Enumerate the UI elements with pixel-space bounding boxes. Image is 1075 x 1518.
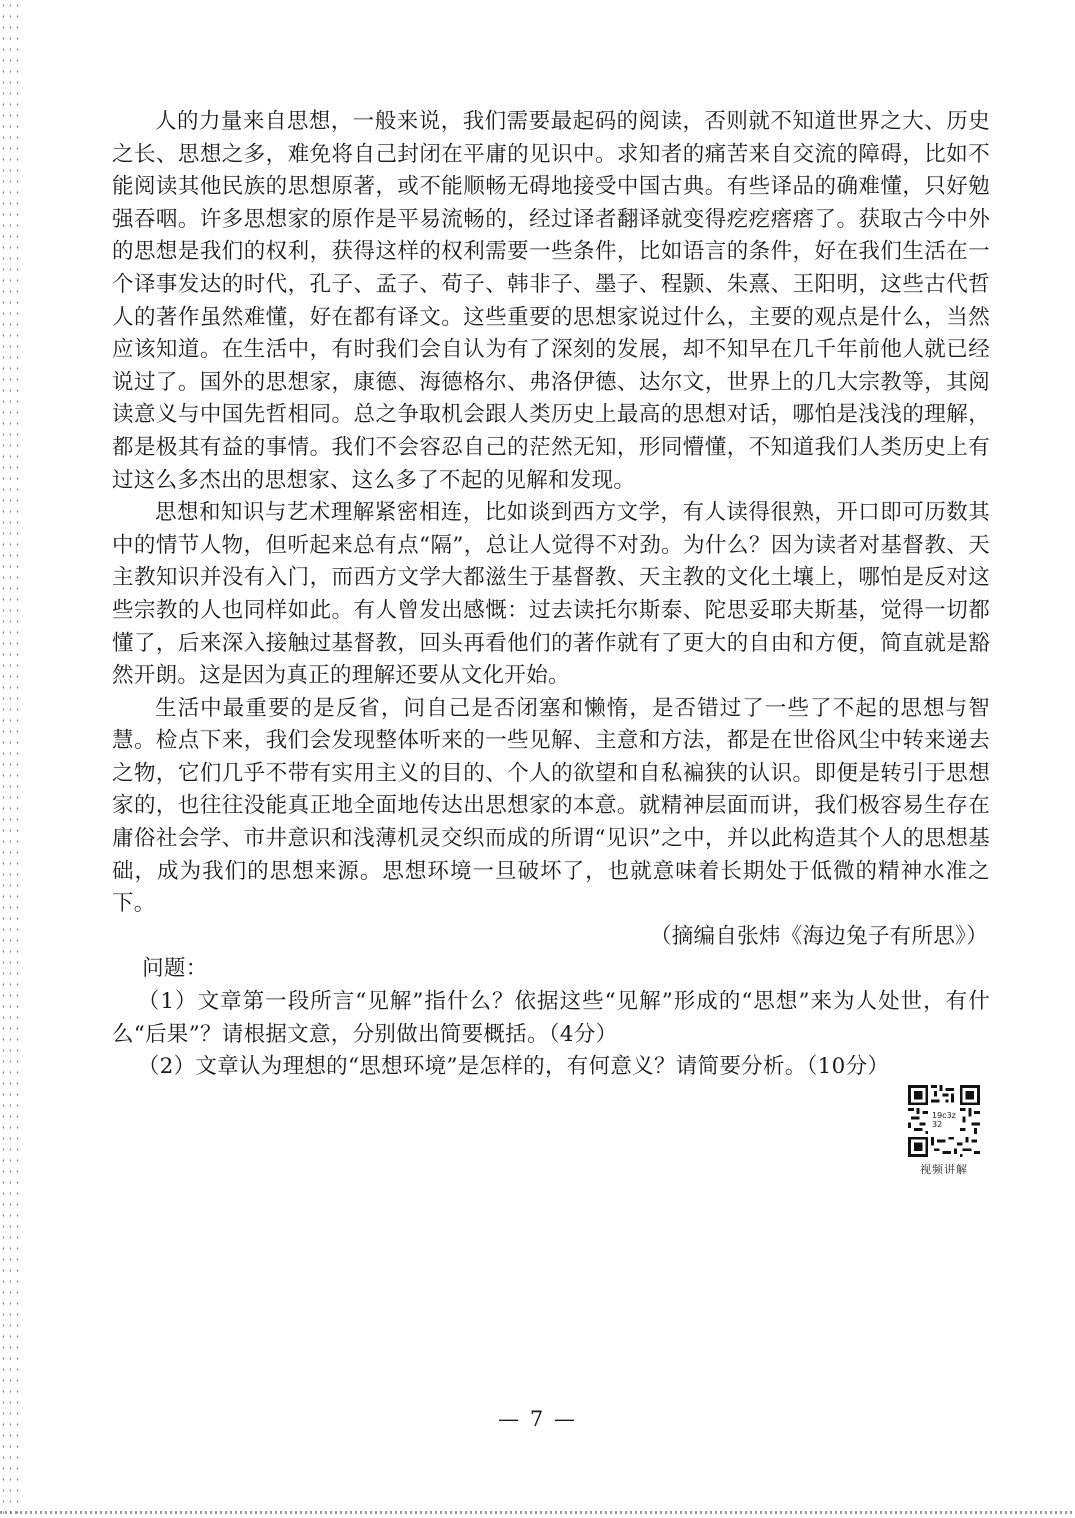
article-body xyxy=(112,106,990,1084)
video-explanation-qr[interactable] xyxy=(906,1085,982,1177)
scan-noise-left-edge xyxy=(0,0,22,1518)
paragraph-1: 人的力量来自思想，一般来说，我们需要最起码的阅读，否则就不知道世界之大、历史之长、思想之多，难免将自己封闭在平庸的见识中。求知者的痛苦来自交流的障碍，比如不能阅读其他民族的思想原著，或不能顺畅无碍地接受中国古典。有些译品的确难懂，只好勉强吞咽。许多思想家的原作是平易流畅的，经过译者翻译就变得疙疙瘩瘩了。获取古今中外的思想是我们的权利，获得这样的权利需要一些条件，比如语言的条件，好在我们生活在一个译事发达的时代，孔子、孟子、荀子、韩非子、墨子、程颢、朱熹、王阳明，这些古代哲人的著作虽然难懂，好在都有译文。这些重要的思想家说过什么，主要的观点是什么，当然应该知道。在生活中，有时我们会自认为有了深刻的发展，却不知早在几千年前他人就已经说过了。国外的思想家，康德、海德格尔、弗洛伊德、达尔文，世界上的几大宗教等，其阅读意义与中国先哲相同。总之争取机会跟人类历史上最高的思想对话，哪怕是浅浅的理解，都是极其有益的事情。我们不会容忍自己的茫然无知，形同懵懂，不知道我们人类历史上有过这么多杰出的思想家、这么多了不起的见解和发现。 xyxy=(112,109,990,493)
paragraph-2: 思想和知识与艺术理解紧密相连，比如谈到西方文学，有人读得很熟，开口即可历数其中的情节人物，但听起来总有点“隔”，总让人觉得不对劲。为什么？因为读者对基督教、天主教知识并没有入门，而西方文学大都滋生于基督教、天主教的文化土壤上，哪怕是反对这些宗教的人也同样如此。有人曾发出感慨：过去读托尔斯泰、陀思妥耶夫斯基，觉得一切都懂了，后来深入接触过基督教，回头再看他们的著作就有了更大的自由和方便，简直就是豁然开朗。这是因为真正的理解还要从文化开始。 xyxy=(112,500,990,689)
question-2: （2）文章认为理想的“思想环境”是怎样的，有何意义？请简要分析。（10分） xyxy=(137,1054,890,1080)
question-1: （1）文章第一段所言“见解”指什么？依据这些“见解”形成的“思想”来为人处世，有什么“后果”？请根据文意，分别做出简要概括。（4分） xyxy=(112,989,990,1047)
page-number: — 7 — xyxy=(498,1407,577,1431)
qr-inner-text-2: 32 xyxy=(932,1120,943,1129)
qr-caption: 视频讲解 xyxy=(920,1163,968,1176)
scan-noise-bottom-edge xyxy=(0,1511,1075,1514)
paragraph-3: 生活中最重要的是反省，问自己是否闭塞和懒惰，是否错过了一些了不起的思想与智慧。检点下来，我们会发现整体听来的一些见解、主意和方法，都是在世俗风尘中转来递去之物，它们几乎不带有实用主义的目的、个人的欲望和自私褊狭的认识。即便是转引于思想家的，也往往没能真正地全面地传达出思想家的本意。就精神层面而讲，我们极容易生存在庸俗社会学、市井意识和浅薄机灵交织而成的所谓“见识”之中，并以此构造其个人的思想基础，成为我们的思想来源。思想环境一旦破坏了，也就意味着长期处于低微的精神水准之下。 xyxy=(112,695,990,917)
source-citation: （摘编自张炜《海边兔子有所思》） xyxy=(649,923,988,949)
qr-code-icon[interactable] xyxy=(908,1085,980,1157)
questions-label: 问题： xyxy=(142,956,208,982)
qr-inner-text-1: 19c3z xyxy=(932,1111,956,1120)
